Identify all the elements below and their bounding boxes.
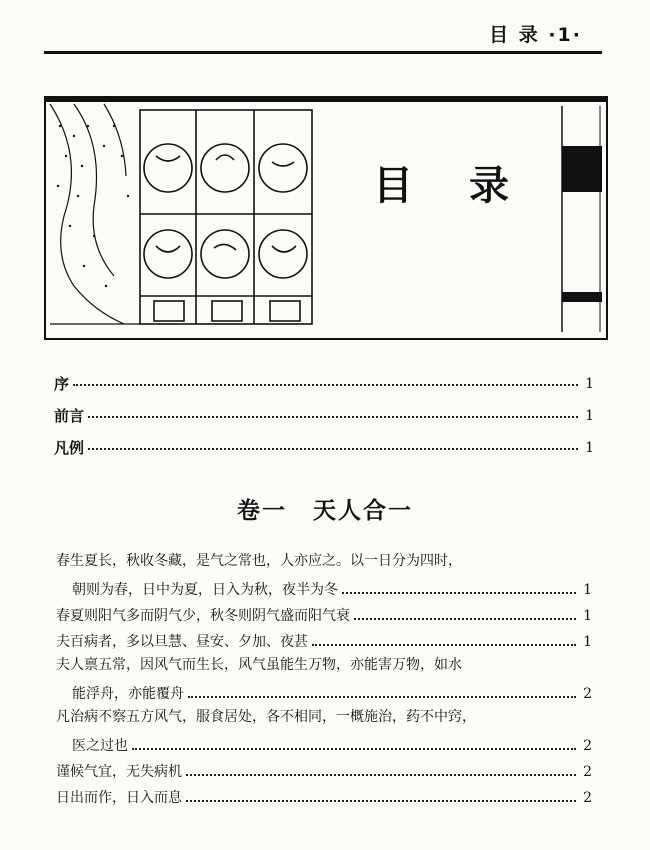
toc-entry — [56, 782, 592, 808]
page-number: 2 — [583, 686, 592, 702]
leader-dots — [132, 747, 576, 750]
running-header — [44, 20, 602, 54]
chapter-volume: 卷一 — [237, 498, 287, 524]
entry-last-line — [56, 600, 592, 626]
front-matter-label: 前言 — [54, 407, 85, 425]
chapter-heading — [0, 492, 650, 525]
entry-last-line — [56, 756, 592, 782]
banner-title: 目录 — [373, 163, 565, 209]
title-banner-illustration — [44, 96, 608, 340]
entry-last-line — [56, 574, 592, 600]
toc-entries — [56, 548, 592, 808]
toc-entry — [56, 652, 592, 704]
toc-entry — [56, 626, 592, 652]
entry-first-line: 夫人禀五常，因风气而生长，风气虽能生万物，亦能害万物，如水 — [56, 657, 462, 673]
lattice-window-drawing — [44, 96, 608, 340]
entry-text: 能浮舟，亦能覆舟 — [72, 686, 184, 702]
front-matter-list — [54, 368, 594, 464]
entry-text: 医之过也 — [72, 738, 128, 754]
leader-dots — [88, 415, 578, 418]
leader-dots — [342, 591, 576, 594]
entry-last-line — [56, 782, 592, 808]
header-rule — [44, 51, 602, 54]
running-title: 目 录 ·1· — [489, 24, 582, 46]
leader-dots — [88, 447, 578, 450]
front-matter-item — [54, 368, 594, 400]
page-number: 1 — [583, 582, 592, 598]
entry-last-line — [56, 678, 592, 704]
toc-entry — [56, 548, 592, 600]
page-number: 1 — [583, 608, 592, 624]
leader-dots — [188, 695, 576, 698]
entry-last-line — [56, 730, 592, 756]
page-number: 2 — [583, 790, 592, 806]
page-number: 1 — [585, 408, 594, 424]
chapter-name: 天人合一 — [313, 498, 413, 524]
entry-first-line: 春生夏长，秋收冬藏，是气之常也，人亦应之。以一日分为四时， — [56, 553, 462, 569]
entry-first-line: 凡治病不察五方风气，服食居处，各不相同，一概施治，药不中窍， — [56, 709, 476, 725]
front-matter-label: 凡例 — [54, 439, 85, 457]
toc-entry — [56, 756, 592, 782]
page-number: 2 — [583, 764, 592, 780]
entry-text: 夫百病者，多以旦慧、昼安、夕加、夜甚 — [56, 634, 308, 650]
page-number: 1 — [585, 376, 594, 392]
front-matter-item — [54, 432, 594, 464]
toc-entry — [56, 704, 592, 756]
entry-last-line — [56, 626, 592, 652]
front-matter-item — [54, 400, 594, 432]
page-number: 2 — [583, 738, 592, 754]
entry-text: 谨候气宜，无失病机 — [56, 764, 182, 780]
page-number: 1 — [583, 634, 592, 650]
toc-entry — [56, 600, 592, 626]
entry-text: 春夏则阳气多而阴气少，秋冬则阴气盛而阳气衰 — [56, 608, 350, 624]
entry-text: 日出而作，日入而息 — [56, 790, 182, 806]
leader-dots — [312, 643, 576, 646]
leader-dots — [354, 617, 576, 620]
leader-dots — [186, 773, 576, 776]
entry-text: 朝则为春，日中为夏，日入为秋，夜半为冬 — [72, 582, 338, 598]
page-number: 1 — [585, 440, 594, 456]
front-matter-label: 序 — [54, 375, 70, 393]
leader-dots — [73, 383, 578, 386]
leader-dots — [186, 799, 576, 802]
